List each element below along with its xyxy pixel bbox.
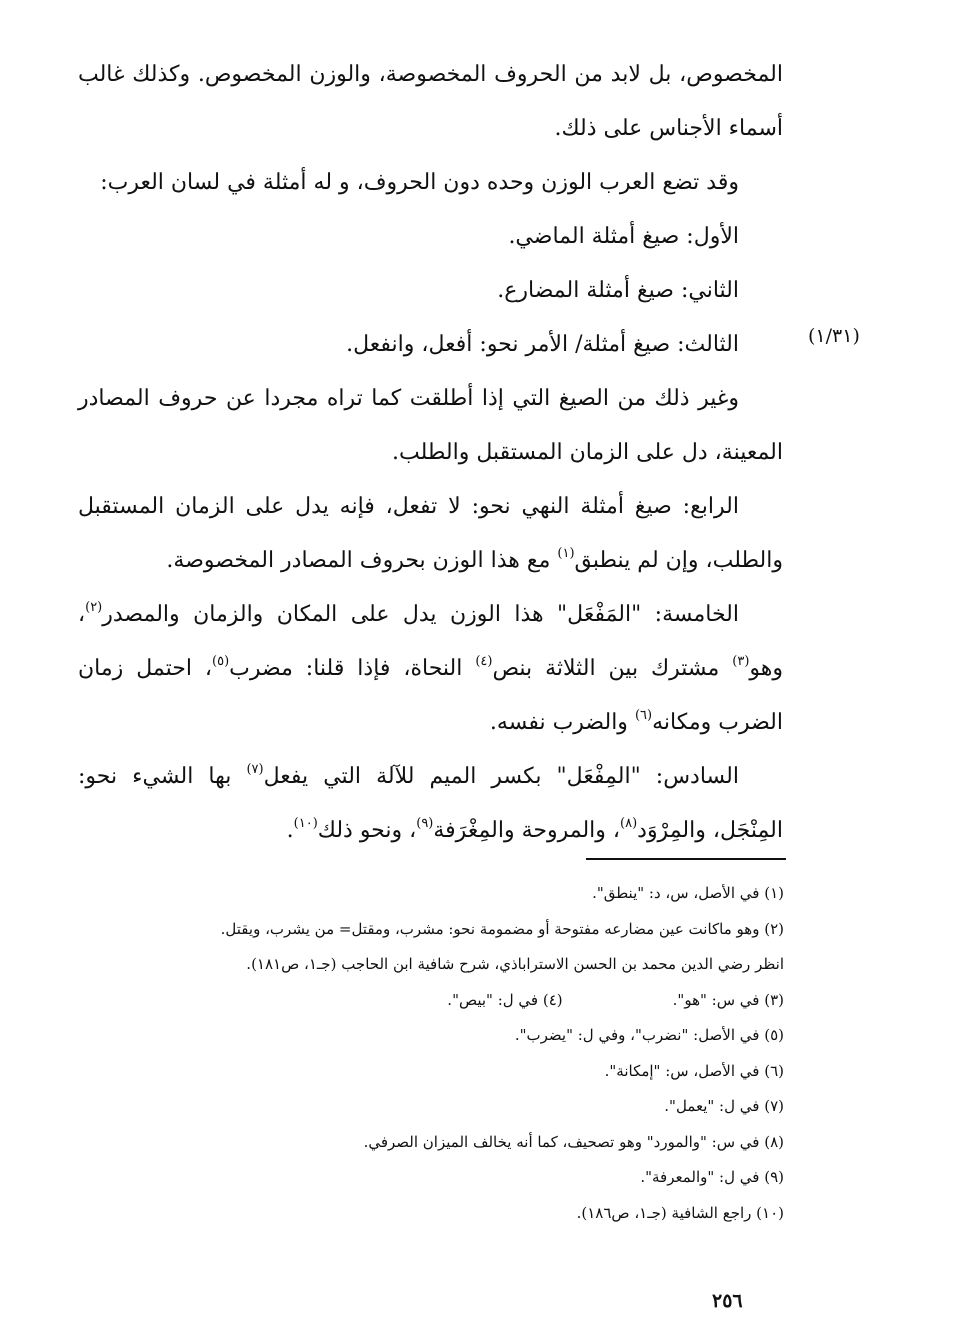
sixth-text-a: السادس: "المِفْعَل" بكسر الميم للآلة التي يفعل: [263, 764, 740, 789]
footnote-ref-7: (٧): [246, 762, 264, 777]
paragraph-2: [78, 156, 783, 210]
footnote-separator: [586, 858, 786, 860]
sixth-text-e: .: [286, 818, 294, 843]
paragraph-2-text: وقد تضع العرب الوزن وحده دون الحروف، و له أمثلة في لسان العرب:: [100, 170, 739, 195]
paragraph-1: [78, 48, 783, 156]
footnote-ref-2: (٢): [85, 600, 103, 615]
fifth-text-f: والضرب نفسه.: [489, 710, 628, 735]
fifth-text-e: ، احتمل زمان الضرب ومكانه: [78, 656, 783, 735]
list-item-second-text: الثاني: صيغ أمثلة المضارع.: [497, 278, 739, 303]
sixth-text-c: ، والمروحة والمِغْرَفة: [433, 818, 620, 843]
fourth-text-b: مع هذا الوزن بحروف المصادر المخصوصة.: [166, 548, 551, 573]
footnote-ref-9: (٩): [416, 816, 434, 831]
margin-reference: (١/٣١): [808, 325, 860, 347]
footnote-ref-3: (٣): [732, 654, 750, 669]
sixth-text-d: ، ونحو ذلك: [317, 818, 417, 843]
footnote-1: (١) في الأصل، س، د: "ينطق".: [592, 884, 784, 902]
footnote-8: (٨) في س: "والمورد" وهو تصحيف، كما أنه يخالف الميزان الصرفي.: [363, 1132, 784, 1151]
fourth-text-a: الرابع: صيغ أمثلة النهي نحو: لا تفعل، فإنه يدل على الزمان المستقبل والطلب، وإن لم ينطبق: [78, 494, 783, 573]
list-item-first: [78, 210, 783, 264]
page-number: ٢٥٦: [712, 1290, 743, 1312]
list-item-sixth: [78, 750, 783, 858]
footnote-2-continuation: انظر رضي الدين محمد بن الحسن الاستراباذي، شرح شافية ابن الحاجب (جـ١، ص١٨١).: [246, 955, 784, 973]
footnote-ref-6: (٦): [634, 708, 653, 723]
footnote-ref-10: (١٠): [293, 816, 318, 831]
footnote-5: (٥) في الأصل: "نضرب"، وفي ل: "يضرب".: [514, 1026, 784, 1044]
footnote-9: (٩) في ل: "والمعرفة".: [640, 1168, 784, 1186]
footnote-7: (٧) في ل: "يعمل".: [664, 1097, 784, 1115]
paragraph-other-forms-text: وغير ذلك من الصيغ التي إذا أطلقت كما تراه مجردا عن حروف المصادر المعينة، دل على الزمان المستقبل والطلب.: [78, 386, 783, 465]
footnotes: [90, 876, 784, 1231]
footnote-ref-8: (٨): [620, 816, 638, 831]
list-item-first-text: الأول: صيغ أمثلة الماضي.: [508, 224, 739, 249]
footnote-4: (٤) في ل: "بيص".: [447, 990, 563, 1009]
footnote-ref-4: (٤): [475, 654, 493, 669]
footnote-2: (٢) وهو ماكانت عين مضارعه مفتوحة أو مضمومة نحو: مشرب، ومقتل= من يشرب، ويقتل.: [220, 919, 784, 938]
footnote-ref-1: (١): [557, 546, 575, 561]
sixth-text-b: بها الشيء نحو: المِنْجَل، والمِرْوَد: [78, 764, 783, 843]
list-item-third-text: الثالث: صيغ أمثلة/ الأمر نحو: أفعل، وانفعل.: [346, 332, 739, 357]
fifth-text-c: مشترك بين الثلاثة بنص: [492, 656, 720, 681]
fifth-text-b: ، وهو: [78, 602, 784, 681]
list-item-third: [78, 318, 783, 372]
paragraph-other-forms: [78, 372, 783, 480]
footnote-row-3-4: [90, 983, 784, 1019]
main-text: [78, 48, 783, 858]
footnote-10: (١٠) راجع الشافية (جـ١، ص١٨٦).: [576, 1203, 784, 1222]
footnote-ref-5: (٥): [212, 654, 230, 669]
list-item-fourth: [78, 480, 783, 588]
fifth-text-d: النحاة، فإذا قلنا: مضرب: [229, 656, 463, 681]
list-item-second: [78, 264, 783, 318]
list-item-fifth: [78, 588, 783, 750]
fifth-text-a: الخامسة: "المَفْعَل" هذا الوزن يدل على المكان والزمان والمصدر: [102, 602, 739, 627]
paragraph-1-text: المخصوص، بل لابد من الحروف المخصوصة، والوزن المخصوص. وكذلك غالب أسماء الأجناس على ذلك.: [78, 62, 783, 141]
footnote-6: (٦) في الأصل، س: "إمكانة".: [604, 1061, 784, 1080]
footnote-3: (٣) في س: "هو".: [672, 990, 784, 1009]
